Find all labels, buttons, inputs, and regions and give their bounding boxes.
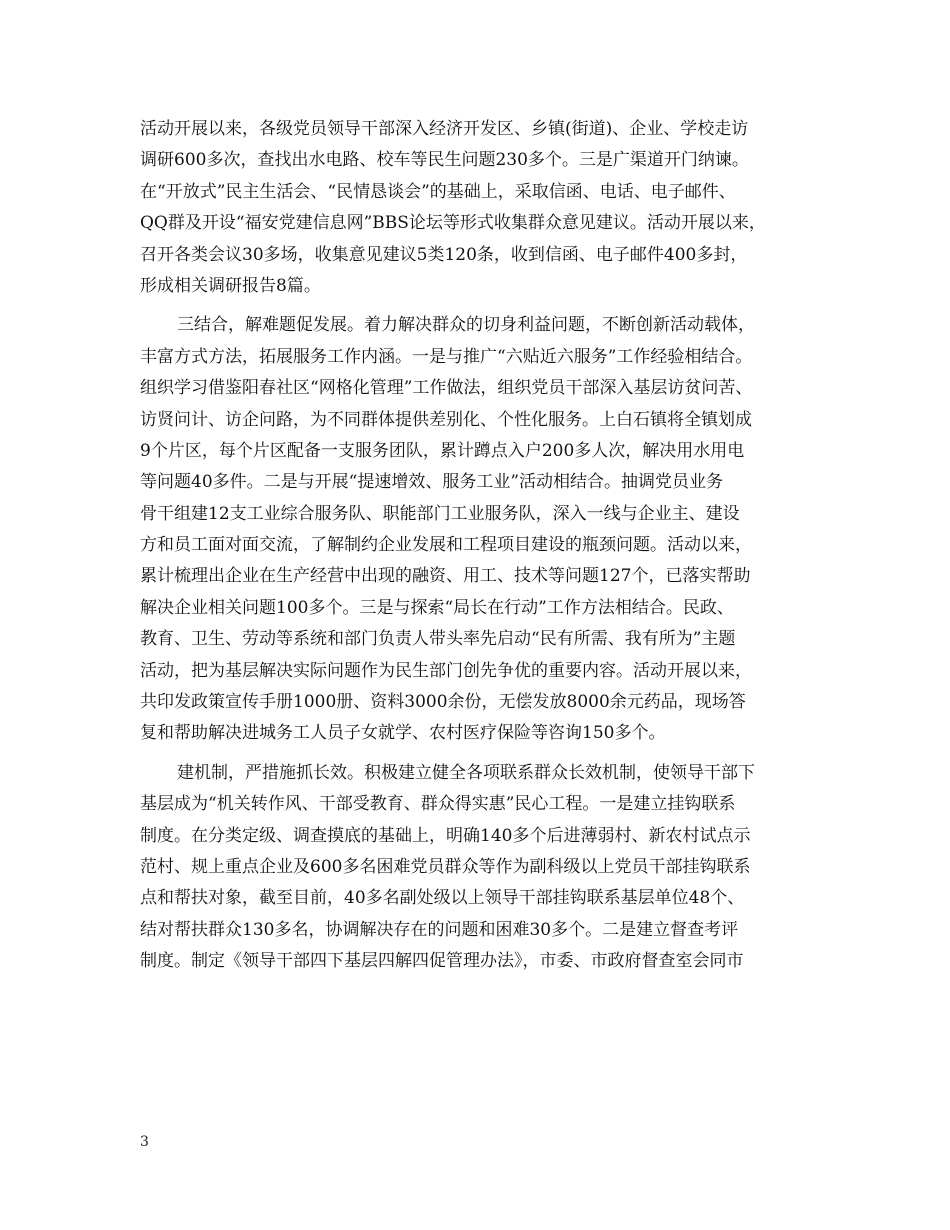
text-line: 召开各类会议30多场，收集意见建议5类120条，收到信函、电子邮件400多封， bbox=[140, 244, 748, 265]
text-line: 点和帮扶对象，截至目前，40多名副处级以上领导干部挂钩联系基层单位48个、 bbox=[140, 888, 745, 909]
text-line: 三结合，解难题促发展。着力解决群众的切身利益问题，不断创新活动载体， bbox=[177, 315, 755, 336]
text-line: 在“开放式”民主生活会、“民情恳谈会”的基础上，采取信函、电话、电子邮件、 bbox=[140, 181, 736, 202]
text-line: 组织学习借鉴阳春社区“网格化管理”工作做法，组织党员干部深入基层访贫问苦、 bbox=[140, 378, 753, 399]
text-line: 制度。在分类定级、调查摸底的基础上，明确140多个后进薄弱村、新农村试点示 bbox=[140, 825, 751, 846]
text-line: 基层成为“机关转作风、干部受教育、群众得实惠”民心工程。一是建立挂钩联系 bbox=[140, 794, 736, 815]
text-line: 9个片区，每个片区配备一支服务团队，累计蹲点入户200多人次，解决用水用电 bbox=[140, 440, 745, 461]
paragraph bbox=[140, 310, 830, 749]
paragraph bbox=[140, 114, 830, 302]
text-line: 教育、卫生、劳动等系统和部门负责人带头率先启动“民有所需、我有所为”主题 bbox=[140, 629, 736, 650]
text-line: 结对帮扶群众130多名，协调解决存在的问题和困难30多个。二是建立督查考评 bbox=[140, 919, 739, 940]
text-line: 建机制，严措施抓长效。积极建立健全各项联系群众长效机制，使领导干部下 bbox=[177, 762, 755, 783]
text-line: 活动，把为基层解决实际问题作为民生部门创先争优的重要内容。活动开展以来， bbox=[140, 660, 752, 681]
text-line: 活动开展以来，各级党员领导干部深入经济开发区、乡镇(街道)、企业、学校走访 bbox=[140, 119, 749, 139]
page-number: 3 bbox=[140, 1134, 149, 1150]
text-line: 范村、规上重点企业及600多名困难党员群众等作为副科级以上党员干部挂钩联系 bbox=[140, 856, 751, 877]
text-line: 等问题40多件。二是与开展“提速增效、服务工业”活动相结合。抽调党员业务 bbox=[140, 472, 724, 493]
text-line: 制度。制定《领导干部四下基层四解四促管理办法》，市委、市政府督查室会同市 bbox=[140, 951, 744, 972]
text-line: 骨干组建12支工业综合服务队、职能部门工业服务队，深入一线与企业主、建设 bbox=[140, 503, 740, 524]
text-line: 解决企业相关问题100多个。三是与探索“局长在行动”工作方法相结合。民政、 bbox=[140, 597, 734, 618]
text-line: 累计梳理出企业在生产经营中出现的融资、用工、技术等问题127个，已落实帮助 bbox=[140, 566, 751, 587]
text-line: 复和帮助解决进城务工人员子女就学、农村医疗保险等咨询150多个。 bbox=[140, 723, 666, 744]
paragraph bbox=[140, 758, 830, 978]
text-line: 调研600多次，查找出水电路、校车等民生问题230多个。三是广渠道开门纳谏。 bbox=[140, 150, 749, 171]
text-line: 形成相关调研报告8篇。 bbox=[140, 275, 321, 296]
text-line: 方和员工面对面交流，了解制约企业发展和工程项目建设的瓶颈问题。活动以来， bbox=[140, 535, 752, 556]
text-line: 共印发政策宣传手册1000册、资料3000余份，无偿发放8000余元药品，现场答 bbox=[140, 692, 746, 713]
text-line: 访贤问计、访企问路，为不同群体提供差别化、个性化服务。上白石镇将全镇划成 bbox=[140, 409, 752, 430]
text-line: 丰富方式方法，拓展服务工作内涵。一是与推广“六贴近六服务”工作经验相结合。 bbox=[140, 346, 753, 367]
body-text bbox=[140, 114, 830, 978]
text-line: QQ群及开设“福安党建信息网”BBS论坛等形式收集群众意见建议。活动开展以来， bbox=[140, 213, 766, 234]
